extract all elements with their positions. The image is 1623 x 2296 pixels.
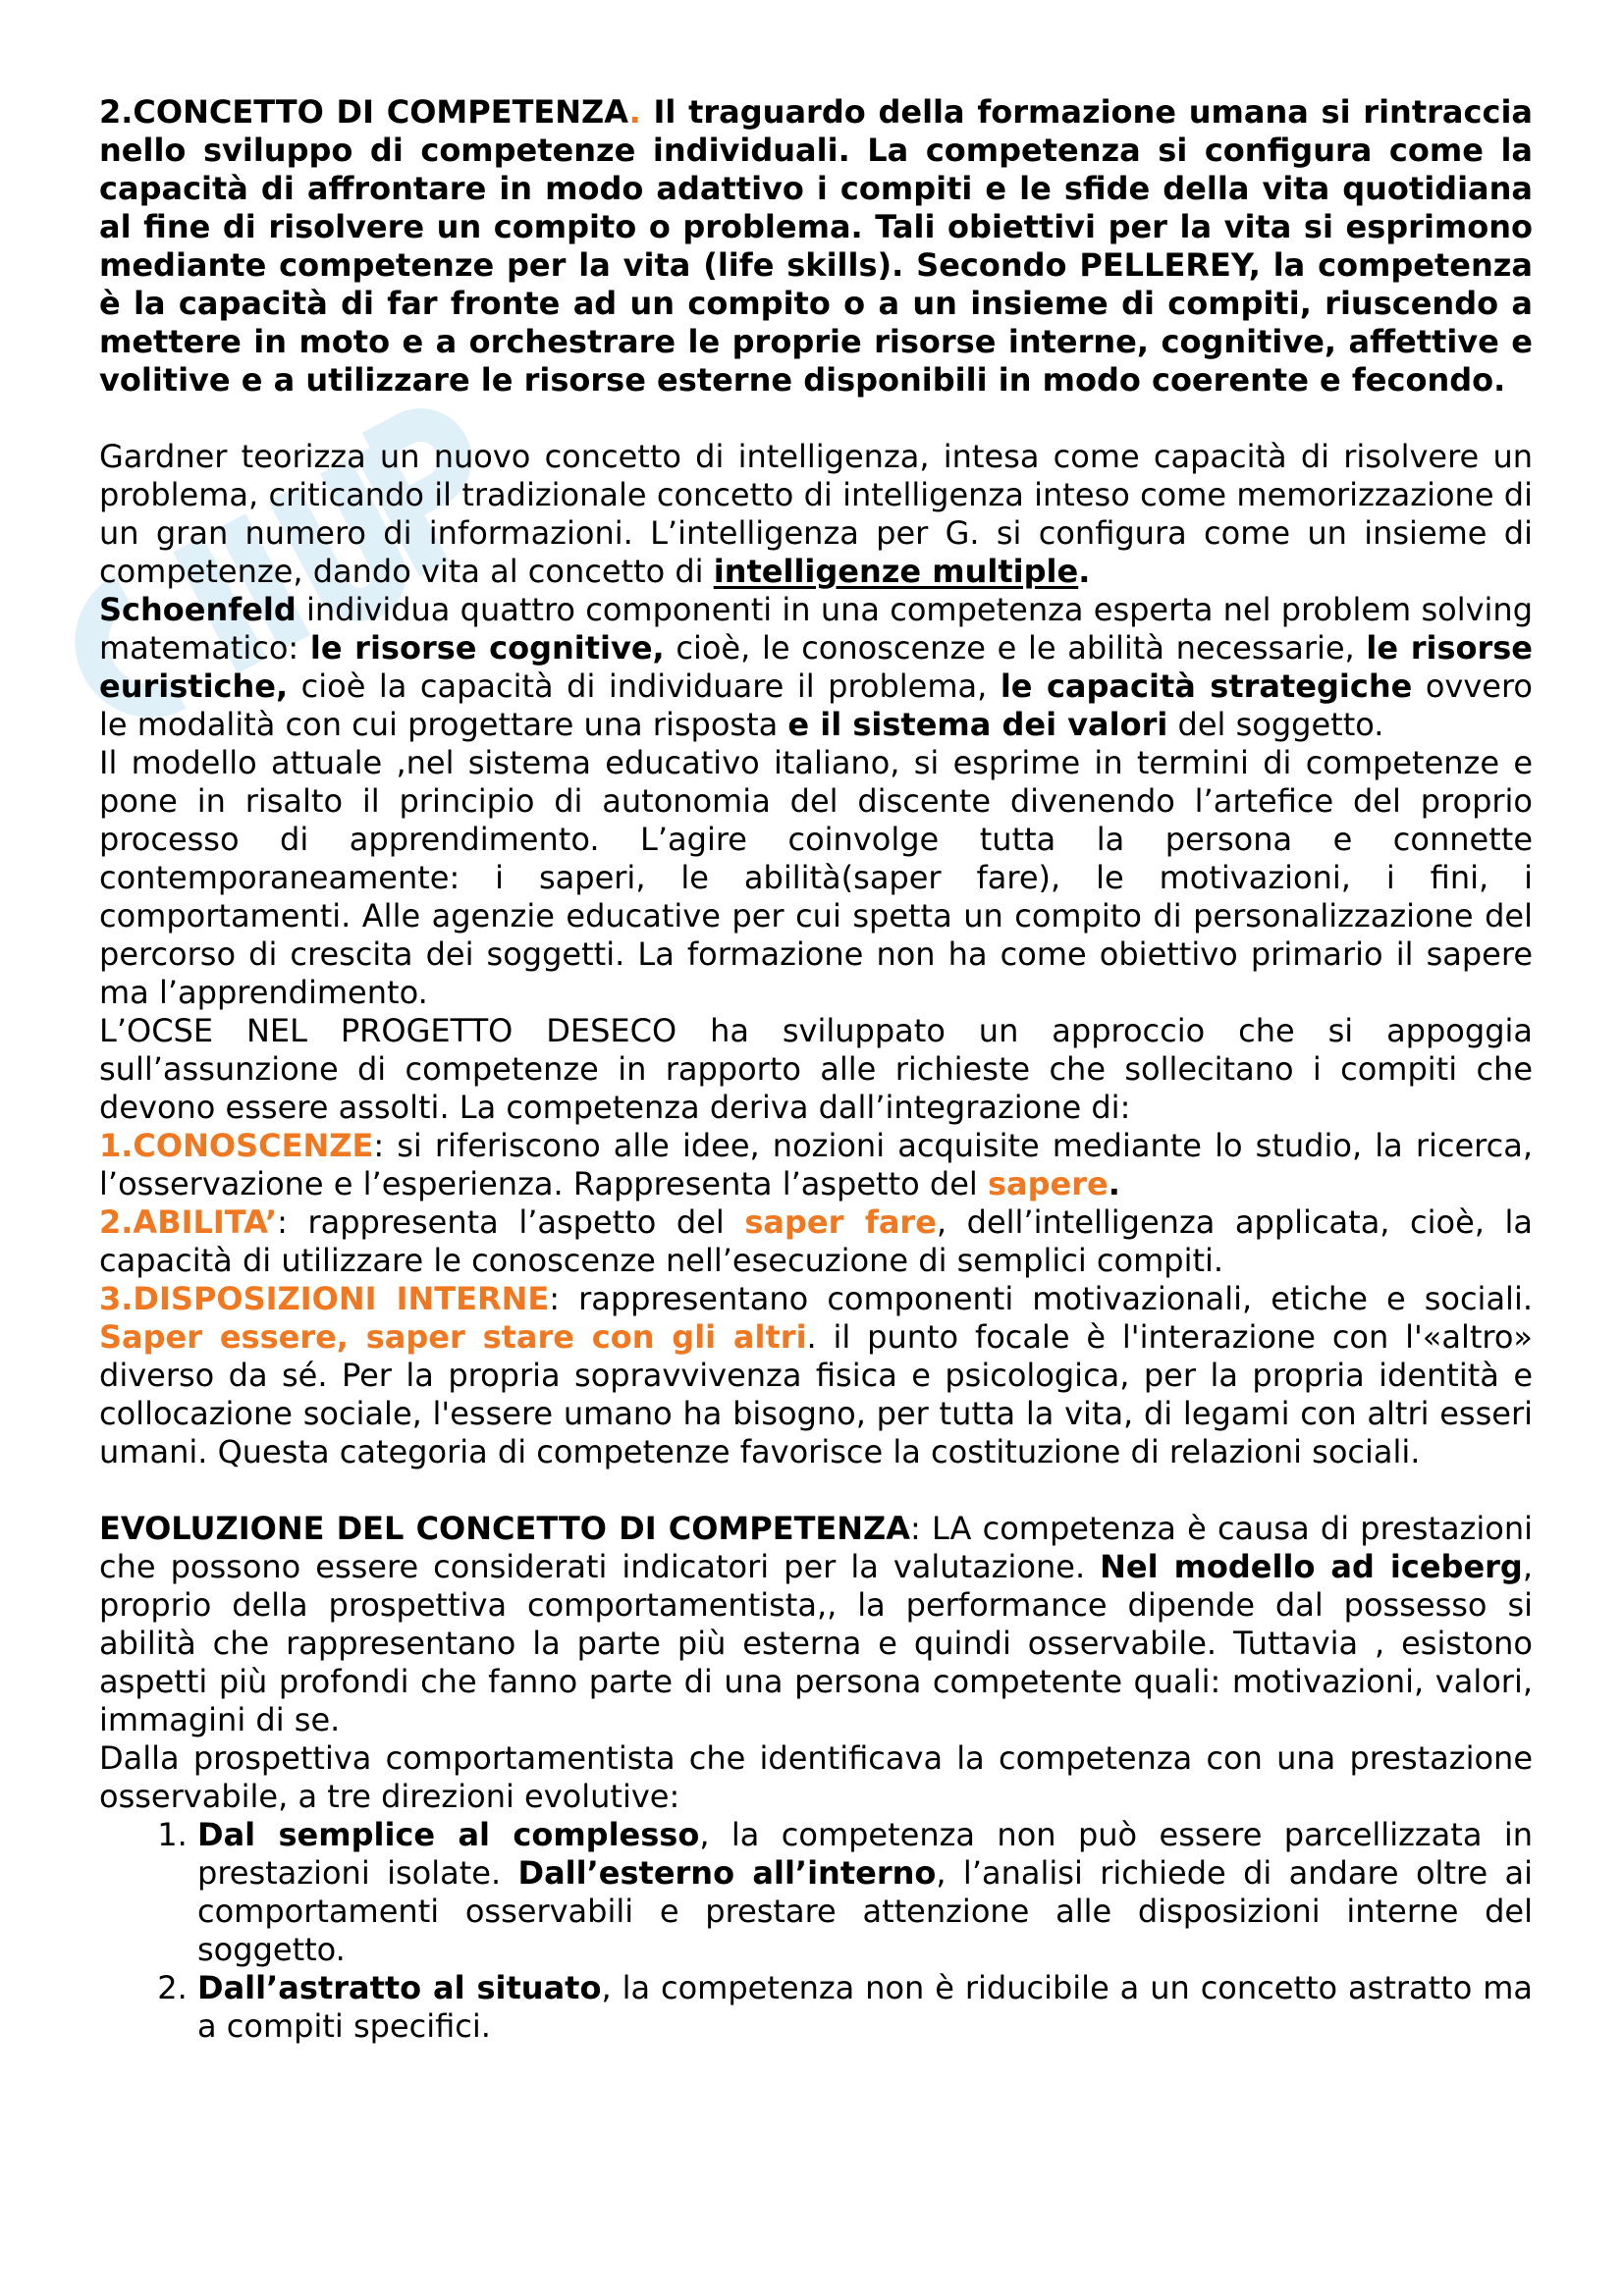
component-end: , dell’intelligenza applicata, cioè, la capacità di utilizzare le conoscenze nell’esecuzione di semplici compiti. [99,1203,1534,1279]
paragraph-prospettiva: Dalla prospettiva comportamentista che identificava la competenza con una prestazione osservabile, a tre direzioni evolutive: [99,1739,1533,1815]
component-label: 2.ABILITA’ [99,1203,278,1241]
component-text: : rappresenta l’aspetto del [277,1203,745,1241]
direction-text: , la competenza non è riducibile a un concetto astratto ma a compiti specifici. [197,1969,1534,2045]
document-body [99,93,1533,2046]
list-item [197,1969,1533,2046]
component-valori: e il sistema dei valori [787,706,1168,743]
schoenfeld-text: cioè la capacità di individuare il problema, [288,667,1001,705]
direction-label: Dall’esterno all’interno [517,1854,937,1892]
component-text: : si riferiscono alle idee, nozioni acquisite mediante lo studio, la ricerca, l’osservazione e l’esperienza. Rappresenta l’aspetto del [99,1127,1533,1202]
spacer [99,1471,1533,1510]
gardner-text: Gardner teorizza un nuovo concetto di intelligenza, intesa come capacità di risolvere un problema, criticando il tradizionale concetto di intelligenza inteso come memorizzazione di un gran numero di informazioni. L’intelligenza per G. si configura come un insieme di competenze, dando vita al concetto di [99,438,1533,590]
section-competenza [99,93,1533,400]
component-cognitive: le risorse cognitive, [309,629,665,667]
component-item-abilita [99,1203,1533,1280]
paragraph-gardner [99,438,1533,591]
modello-iceberg: Nel modello ad iceberg [1100,1548,1523,1585]
section-body: Il traguardo della formazione umana si rintraccia nello sviluppo di competenze individuali. La competenza si configura come la capacità di affrontare in modo adattivo i compiti e le sfide della vita quotidiana al fine di risolvere un compito o problema. Tali obiettivi per la vita si esprimono mediante competenze per la vita (life skills). Secondo PELLEREY, la competenza è la capacità di far fronte ad un compito o a un insieme di compiti, riuscendo a mettere in moto e a orchestrare le proprie risorse interne, cognitive, affettive e volitive e a utilizzare le risorse esterne disponibili in modo coerente e fecondo. [99,93,1534,399]
component-item-conoscenze [99,1127,1533,1203]
component-key: saper fare [744,1203,937,1241]
component-end: . il punto focale è l'interazione con l'«altro» diverso da sé. Per la propria sopravvivenza fisica e psicologica, per la propria identità e collocazione sociale, l'essere umano ha bisogno, per tutta la vita, di legami con altri esseri umani. Questa categoria di competenze favorisce la costituzione di relazioni sociali. [99,1318,1534,1470]
direction-text: , l’analisi richiede di andare oltre ai comportamenti osservabili e prestare attenzione alle disposizioni interne del soggetto. [197,1854,1534,1968]
paragraph-schoenfeld [99,591,1533,744]
schoenfeld-text: cioè, le conoscenze e le abilità necessarie, [664,629,1367,667]
direction-label: Dall’astratto al situato [197,1969,602,2006]
direction-label: Dal semplice al complesso [197,1816,700,1853]
heading-dot: . [628,93,641,131]
direction-text: , la competenza non può essere parcellizzata in prestazioni isolate. [197,1816,1534,1892]
evoluzione-text: : LA competenza è causa di prestazioni che possono essere considerati indicatori per la valutazione. [99,1510,1534,1585]
component-key: Saper essere, saper stare con gli altri [99,1318,807,1356]
schoenfeld-name: Schoenfeld [99,591,297,628]
component-key: sapere [987,1165,1109,1202]
schoenfeld-text: ovvero le modalità con cui progettare una risposta [99,667,1534,743]
schoenfeld-text: individua quattro componenti in una competenza esperta nel problem solving matematico: [99,591,1533,667]
paragraph-ocse: L’OCSE NEL PROGETTO DESECO ha sviluppato un approccio che si appoggia sull’assunzione di competenze in rapporto alle richieste che sollecitano i compiti che devono essere assolti. La competenza deriva dall’integrazione di: [99,1012,1533,1126]
component-label: 1.CONOSCENZE [99,1127,374,1164]
evoluzione-heading: EVOLUZIONE DEL CONCETTO DI COMPETENZA [99,1510,911,1547]
component-label: 3.DISPOSIZIONI INTERNE [99,1280,550,1317]
spacer [99,400,1533,438]
component-strategiche: le capacità strategiche [1000,667,1413,705]
evoluzione-text: , proprio della prospettiva comportamentista,, la performance dipende dal possesso si abilità che rappresentano la parte più esterna e quindi osservabile. Tuttavia , esistono aspetti più profondi che fanno parte di una persona competente quali: motivazioni, valori, immagini di se. [99,1548,1533,1738]
gardner-end: . [1078,553,1091,590]
section-heading: 2.CONCETTO DI COMPETENZA [99,93,629,131]
schoenfeld-text: del soggetto. [1167,706,1384,743]
term-intelligenze-multiple: intelligenze multiple [713,553,1079,590]
paragraph-modello: Il modello attuale ,nel sistema educativo italiano, si esprime in termini di competenze e pone in risalto il principio di autonomia del discente divenendo l’artefice del proprio processo di apprendimento. L’agire coinvolge tutta la persona e connette contemporaneamente: i saperi, le abilità(saper fare), le motivazioni, i fini, i comportamenti. Alle agenzie educative per cui spetta un compito di personalizzazione del percorso di crescita dei soggetti. La formazione non ha come obiettivo primario il sapere ma l’apprendimento. [99,744,1533,1011]
list-item [197,1816,1533,1969]
direzioni-list [99,1816,1533,2046]
component-item-disposizioni [99,1280,1533,1471]
component-text: : rappresentano componenti motivazionali, etiche e sociali. [549,1280,1534,1317]
section-evoluzione [99,1510,1533,1739]
component-end: . [1108,1165,1120,1202]
component-euristiche: le risorse euristiche, [99,629,1534,705]
